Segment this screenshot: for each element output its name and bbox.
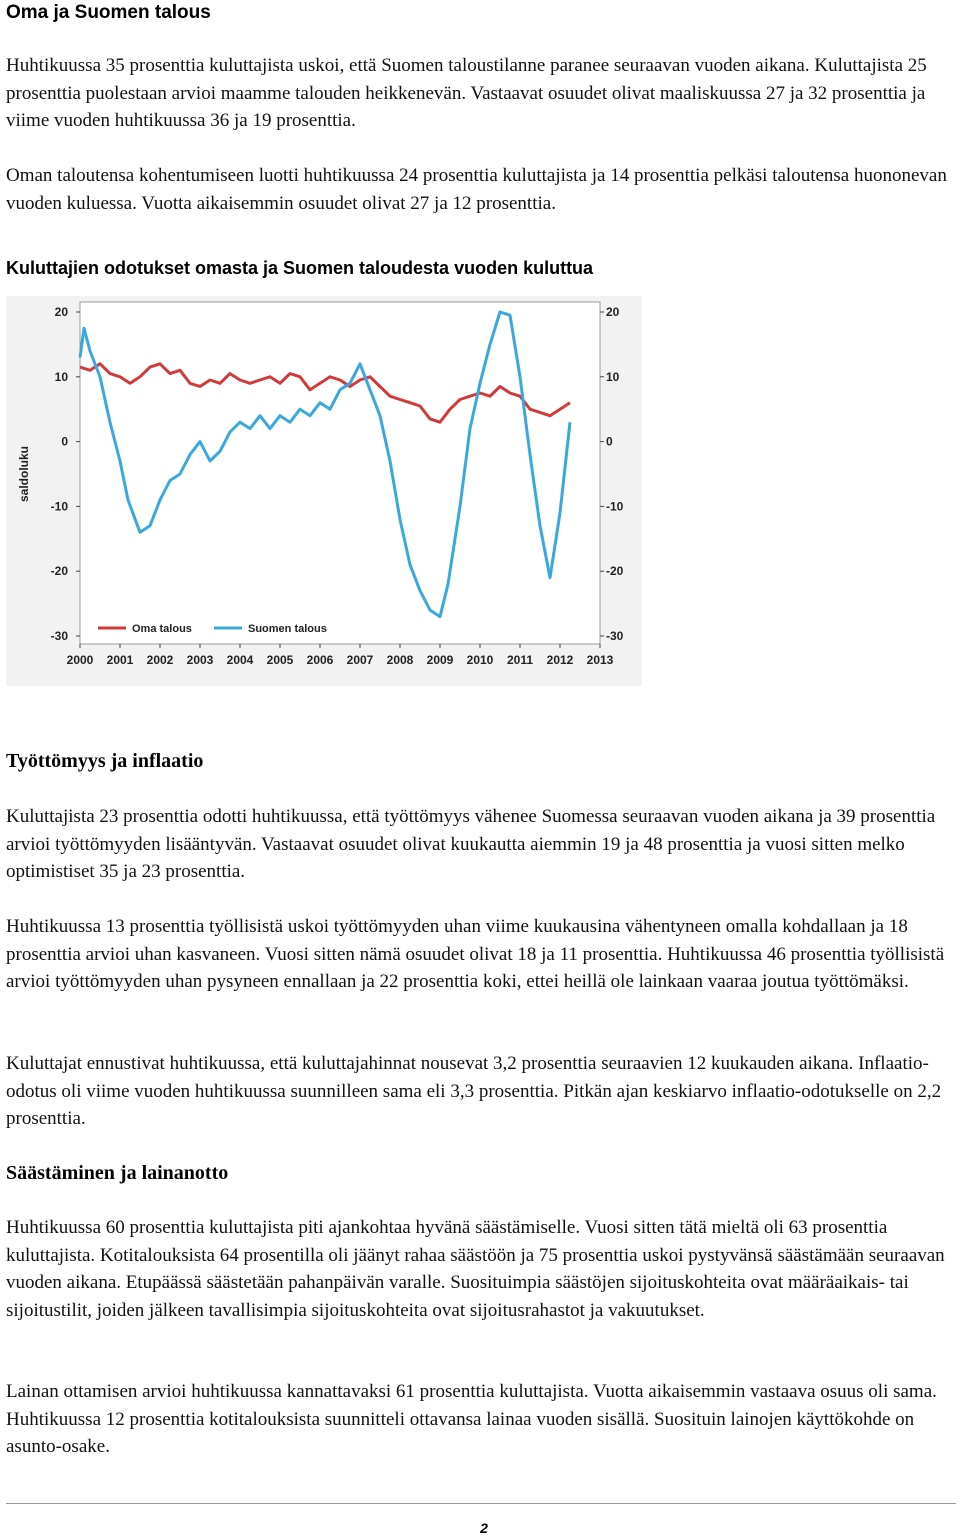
paragraph-lainanotto: Lainan ottamisen arvioi huhtikuussa kannattavaksi 61 prosenttia kuluttajista. Vuotta aikaisemmin vastaava osuus oli sama. Huhtikuussa 12 prosenttia kotitalouksista suunnitteli ottavansa lainaa vuoden sisällä. Suosituin lainojen käyttökohde on asunto-osake. bbox=[6, 1381, 937, 1457]
x-tick-label: 2000 bbox=[66, 653, 94, 667]
footer-divider bbox=[6, 1503, 956, 1504]
x-tick-label: 2013 bbox=[586, 653, 614, 667]
y-tick-label-right: -30 bbox=[606, 629, 624, 643]
section-title-saastaminen-ja-lainanotto: Säästäminen ja lainanotto bbox=[6, 1162, 229, 1184]
section-title-oma-ja-suomen-talous: Oma ja Suomen talous bbox=[6, 2, 211, 23]
paragraph-oma-talous-odotukset: Oman taloutensa kohentumiseen luotti huhtikuussa 24 prosenttia kuluttajista ja 14 prosenttia pelkäsi taloutensa huononevan vuoden kuluessa. Vuotta aikaisemmin osuudet olivat 27 ja 12 prosenttia. bbox=[6, 165, 947, 214]
y-tick-label-right: -20 bbox=[606, 564, 624, 579]
x-tick-label: 2008 bbox=[386, 653, 414, 667]
x-tick-label: 2001 bbox=[106, 653, 134, 667]
legend-label-suomen-talous: Suomen talous bbox=[248, 623, 327, 635]
section-title-tyottomyys-ja-inflaatio: Työttömyys ja inflaatio bbox=[6, 750, 204, 772]
paragraph-tyottomyyden-uhka: Huhtikuussa 13 prosenttia työllisistä uskoi työttömyyden uhan viime kuukausina vähentyneen omalla kohdallaan ja 18 prosenttia arvioi uhan kasvaneen. Vuosi sitten nämä osuudet olivat 18 ja 11 prosenttia. Huhtikuussa 46 prosenttia työllisistä arvioi työttömyyden uhan pysyneen ennallaan ja 22 prosenttia koki, ettei heillä ole lainkaan vaaraa joutua työttömäksi. bbox=[6, 916, 945, 992]
paragraph-saastaminen: Huhtikuussa 60 prosenttia kuluttajista piti ajankohtaa hyvänä säästämiselle. Vuosi sitten tätä mieltä oli 63 prosenttia kuluttajista. Kotitalouksista 64 prosentilla oli jäänyt rahaa säästöön ja 75 prosenttia uskoi pystyvänsä säästämään seuraavan vuoden aikana. Etupäässä säästetään pahanpäivän varalle. Suosituimpia säästöjen sijoituskohteita ovat määräaikais- tai sijoitustilit, joiden jälkeen tavallisimpia sijoituskohteita ovat sijoitusrahastot ja vakuutukset. bbox=[6, 1217, 945, 1321]
y-tick-label-left: -10 bbox=[50, 499, 68, 514]
x-tick-label: 2003 bbox=[186, 653, 214, 667]
paragraph-inflaatio-odotus: Kuluttajat ennustivat huhtikuussa, että kuluttajahinnat nousevat 3,2 prosenttia seuraavien 12 kuukauden aikana. Inflaatio-odotus oli viime vuoden huhtikuussa suunnilleen sama eli 3,3 prosenttia. Pitkän ajan keskiarvo inflaatio-odotukselle on 2,2 prosenttia. bbox=[6, 1053, 942, 1129]
y-tick-label-left: 0 bbox=[61, 434, 68, 449]
x-tick-label: 2004 bbox=[226, 653, 254, 667]
y-tick-label-left: -30 bbox=[50, 629, 68, 643]
x-tick-label: 2005 bbox=[266, 653, 294, 667]
y-tick-label-right: 20 bbox=[606, 305, 620, 319]
paragraph-suomen-talous-odotukset: Huhtikuussa 35 prosenttia kuluttajista uskoi, että Suomen taloustilanne paranee seuraavan vuoden aikana. Kuluttajista 25 prosenttia puolestaan arvioi maamme talouden heikkenevän. Vastaavat osuudet olivat maaliskuussa 27 ja 32 prosenttia ja viime vuoden huhtikuussa 36 ja 19 prosenttia. bbox=[6, 55, 927, 131]
x-tick-label: 2007 bbox=[346, 653, 374, 667]
x-tick-label: 2012 bbox=[546, 653, 574, 667]
y-tick-label-right: 0 bbox=[606, 434, 613, 449]
x-tick-label: 2002 bbox=[146, 653, 174, 667]
x-tick-label: 2006 bbox=[306, 653, 334, 667]
x-tick-label: 2009 bbox=[426, 653, 454, 667]
page-number: 2 bbox=[480, 1520, 488, 1536]
y-tick-label-left: 20 bbox=[54, 305, 68, 319]
y-tick-label-right: 10 bbox=[606, 369, 620, 384]
paragraph-tyottomyys-odotukset: Kuluttajista 23 prosenttia odotti huhtikuussa, että työttömyys vähenee Suomessa seuraavan vuoden aikana ja 39 prosenttia arvioi työttömyyden lisääntyvän. Vastaavat osuudet olivat kuukautta aiemmin 19 ja 48 prosenttia ja vuosi sitten melko optimistiset 35 ja 23 prosenttia. bbox=[6, 806, 936, 882]
y-tick-label-right: -10 bbox=[606, 499, 624, 514]
x-tick-label: 2011 bbox=[506, 653, 534, 667]
y-tick-label-left: -20 bbox=[50, 564, 68, 579]
y-tick-label-left: 10 bbox=[54, 369, 68, 384]
x-tick-label: 2010 bbox=[466, 653, 494, 667]
chart-title: Kuluttajien odotukset omasta ja Suomen taloudesta vuoden kuluttua bbox=[6, 258, 594, 278]
y-axis-label: saldoluku bbox=[17, 445, 31, 503]
legend-label-oma-talous: Oma talous bbox=[132, 623, 192, 635]
plot-area bbox=[80, 302, 600, 644]
line-chart bbox=[6, 296, 642, 686]
